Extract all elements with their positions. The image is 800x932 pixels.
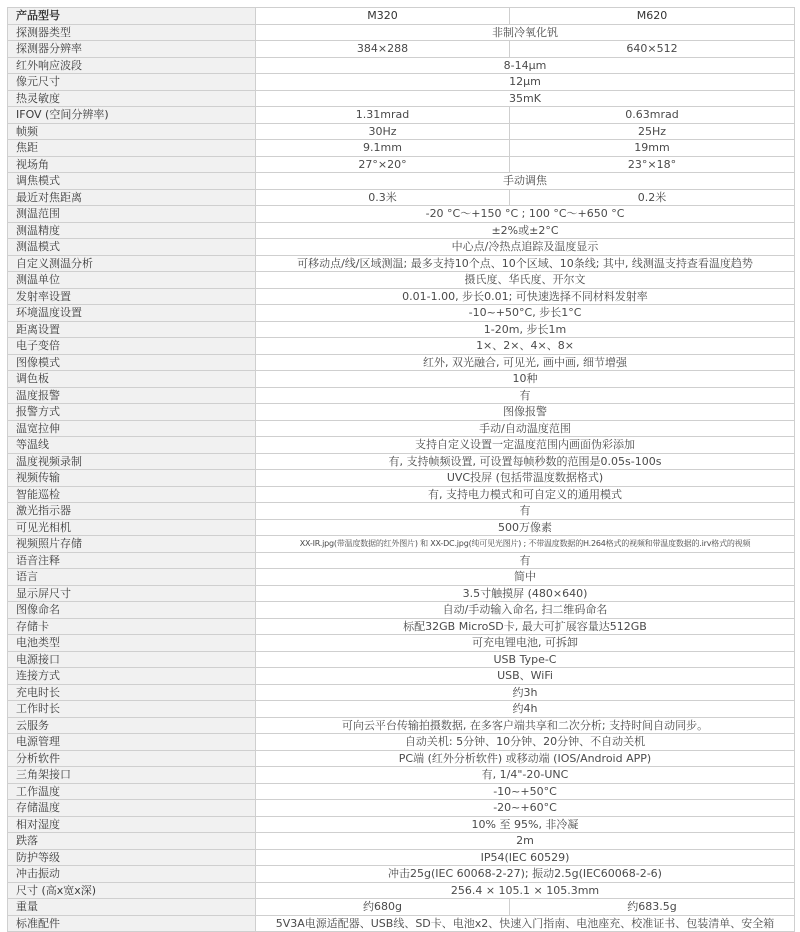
spec-value-m620: 640×512	[510, 41, 795, 58]
spec-value: 可充电锂电池, 可拆卸	[256, 635, 795, 652]
spec-value: 摄氏度、华氏度、开尔文	[256, 272, 795, 289]
spec-value: 支持自定义设置一定温度范围内画面伪彩添加	[256, 437, 795, 454]
spec-row	[8, 404, 795, 421]
spec-value: 有	[256, 552, 795, 569]
spec-label: 探测器类型	[8, 24, 256, 41]
spec-label: 尺寸 (高x宽x深)	[8, 882, 256, 899]
spec-row	[8, 849, 795, 866]
spec-value-m620: 0.2米	[510, 189, 795, 206]
spec-label: 分析软件	[8, 750, 256, 767]
spec-value-m620: 23°×18°	[510, 156, 795, 173]
spec-row	[8, 783, 795, 800]
spec-label: 相对湿度	[8, 816, 256, 833]
spec-value: -20~+60°C	[256, 800, 795, 817]
spec-value-m320: 30Hz	[256, 123, 510, 140]
spec-label: 标准配件	[8, 915, 256, 932]
spec-value: 约4h	[256, 701, 795, 718]
spec-row	[8, 470, 795, 487]
spec-value: 图像报警	[256, 404, 795, 421]
spec-row	[8, 668, 795, 685]
spec-table-body	[8, 8, 795, 932]
spec-row	[8, 206, 795, 223]
spec-value: 标配32GB MicroSD卡, 最大可扩展容量达512GB	[256, 618, 795, 635]
spec-row	[8, 123, 795, 140]
spec-row	[8, 420, 795, 437]
spec-value: XX-IR.jpg(带温度数据的红外图片) 和 XX-DC.jpg(纯可见光图片) ; 不带温度数据的H.264格式的视频和带温度数据的.irv格式的视频	[256, 536, 795, 553]
header-label: 产品型号	[8, 8, 256, 25]
spec-row	[8, 569, 795, 586]
spec-value: 有	[256, 387, 795, 404]
spec-label: 最近对焦距离	[8, 189, 256, 206]
spec-label: 测温范围	[8, 206, 256, 223]
spec-label: 电源接口	[8, 651, 256, 668]
spec-label: 测温精度	[8, 222, 256, 239]
spec-value: 12μm	[256, 74, 795, 91]
spec-label: 调色板	[8, 371, 256, 388]
spec-row	[8, 74, 795, 91]
spec-value: 中心点/冷热点追踪及温度显示	[256, 239, 795, 256]
spec-label: 电子变倍	[8, 338, 256, 355]
spec-value-m320: 27°×20°	[256, 156, 510, 173]
spec-row	[8, 239, 795, 256]
header-model-m320: M320	[256, 8, 510, 25]
spec-row	[8, 371, 795, 388]
spec-label: 探测器分辨率	[8, 41, 256, 58]
spec-row	[8, 41, 795, 58]
spec-row	[8, 519, 795, 536]
spec-label: 发射率设置	[8, 288, 256, 305]
spec-row	[8, 800, 795, 817]
spec-value: 2m	[256, 833, 795, 850]
spec-value: 有, 1/4"-20-UNC	[256, 767, 795, 784]
spec-label: 测温模式	[8, 239, 256, 256]
spec-label: 存储卡	[8, 618, 256, 635]
spec-row	[8, 750, 795, 767]
spec-label: 自定义测温分析	[8, 255, 256, 272]
spec-label: 温度视频录制	[8, 453, 256, 470]
spec-value: 有	[256, 503, 795, 520]
spec-value-m320: 1.31mrad	[256, 107, 510, 124]
spec-table	[7, 7, 795, 932]
spec-value: 10% 至 95%, 非冷凝	[256, 816, 795, 833]
spec-value: 冲击25g(IEC 60068-2-27); 振动2.5g(IEC60068-2-6)	[256, 866, 795, 883]
spec-row	[8, 107, 795, 124]
spec-value-m620: 0.63mrad	[510, 107, 795, 124]
spec-value: 256.4 × 105.1 × 105.3mm	[256, 882, 795, 899]
spec-label: 智能巡检	[8, 486, 256, 503]
spec-row	[8, 156, 795, 173]
spec-label: 存储温度	[8, 800, 256, 817]
spec-value-m620: 约683.5g	[510, 899, 795, 916]
spec-value: 可移动点/线/区域测温; 最多支持10个点、10个区域、10条线; 其中, 线测温支持查看温度趋势	[256, 255, 795, 272]
spec-label: 温度报警	[8, 387, 256, 404]
spec-label: 显示屏尺寸	[8, 585, 256, 602]
spec-value: 红外, 双光融合, 可见光, 画中画, 细节增强	[256, 354, 795, 371]
spec-row	[8, 503, 795, 520]
spec-row	[8, 899, 795, 916]
spec-label: 环境温度设置	[8, 305, 256, 322]
spec-label: 电池类型	[8, 635, 256, 652]
spec-value: 3.5寸触摸屏 (480×640)	[256, 585, 795, 602]
spec-value: 8-14μm	[256, 57, 795, 74]
spec-label: 可见光相机	[8, 519, 256, 536]
spec-label: 激光指示器	[8, 503, 256, 520]
spec-row	[8, 585, 795, 602]
spec-label: 图像命名	[8, 602, 256, 619]
spec-value: UVC投屏 (包括带温度数据格式)	[256, 470, 795, 487]
spec-row	[8, 57, 795, 74]
spec-label: 红外响应波段	[8, 57, 256, 74]
spec-row	[8, 866, 795, 883]
spec-label: 帧频	[8, 123, 256, 140]
spec-label: 语音注释	[8, 552, 256, 569]
spec-value: 约3h	[256, 684, 795, 701]
spec-row	[8, 717, 795, 734]
spec-value: -10~+50°C	[256, 783, 795, 800]
spec-label: 视频照片存储	[8, 536, 256, 553]
spec-row	[8, 552, 795, 569]
spec-value-m620: 19mm	[510, 140, 795, 157]
spec-label: 工作时长	[8, 701, 256, 718]
spec-label: 报警方式	[8, 404, 256, 421]
spec-value-m320: 0.3米	[256, 189, 510, 206]
spec-row	[8, 140, 795, 157]
spec-label: 温宽拉伸	[8, 420, 256, 437]
spec-row	[8, 915, 795, 932]
spec-label: 云服务	[8, 717, 256, 734]
spec-row	[8, 453, 795, 470]
spec-value: 1×、2×、4×、8×	[256, 338, 795, 355]
spec-label: 电源管理	[8, 734, 256, 751]
spec-value: 0.01-1.00, 步长0.01; 可快速选择不同材料发射率	[256, 288, 795, 305]
spec-label: 冲击振动	[8, 866, 256, 883]
spec-label: 三角架接口	[8, 767, 256, 784]
spec-row	[8, 338, 795, 355]
spec-value: 1-20m, 步长1m	[256, 321, 795, 338]
spec-label: 充电时长	[8, 684, 256, 701]
spec-value: 35mK	[256, 90, 795, 107]
spec-row	[8, 173, 795, 190]
spec-value: IP54(IEC 60529)	[256, 849, 795, 866]
spec-label: 像元尺寸	[8, 74, 256, 91]
spec-label: 语言	[8, 569, 256, 586]
spec-value: 有, 支持帧频设置, 可设置每帧秒数的范围是0.05s-100s	[256, 453, 795, 470]
spec-label: 距离设置	[8, 321, 256, 338]
spec-row	[8, 387, 795, 404]
spec-row	[8, 816, 795, 833]
spec-row	[8, 602, 795, 619]
spec-value: PC端 (红外分析软件) 或移动端 (IOS/Android APP)	[256, 750, 795, 767]
spec-row	[8, 305, 795, 322]
table-header-row	[8, 8, 795, 25]
spec-row	[8, 486, 795, 503]
spec-value: 5V3A电源适配器、USB线、SD卡、电池x2、快速入门指南、电池座充、校准证书、包装清单、安全箱	[256, 915, 795, 932]
spec-label: IFOV (空间分辨率)	[8, 107, 256, 124]
spec-row	[8, 767, 795, 784]
spec-row	[8, 354, 795, 371]
spec-label: 工作温度	[8, 783, 256, 800]
spec-row	[8, 90, 795, 107]
spec-row	[8, 24, 795, 41]
spec-row	[8, 321, 795, 338]
spec-label: 重量	[8, 899, 256, 916]
spec-value: 自动/手动输入命名, 扫二维码命名	[256, 602, 795, 619]
spec-row	[8, 618, 795, 635]
spec-value: USB Type-C	[256, 651, 795, 668]
spec-row	[8, 635, 795, 652]
spec-row	[8, 272, 795, 289]
spec-value: 非制冷氧化钒	[256, 24, 795, 41]
spec-label: 跌落	[8, 833, 256, 850]
spec-label: 连接方式	[8, 668, 256, 685]
spec-value: 可向云平台传输拍摄数据, 在多客户端共享和二次分析; 支持时间自动同步。	[256, 717, 795, 734]
spec-value: 手动/自动温度范围	[256, 420, 795, 437]
spec-row	[8, 189, 795, 206]
spec-label: 调焦模式	[8, 173, 256, 190]
spec-row	[8, 288, 795, 305]
spec-value-m320: 9.1mm	[256, 140, 510, 157]
spec-value: 有, 支持电力模式和可自定义的通用模式	[256, 486, 795, 503]
spec-row	[8, 437, 795, 454]
spec-row	[8, 684, 795, 701]
spec-value: -10~+50°C, 步长1°C	[256, 305, 795, 322]
spec-value: 10种	[256, 371, 795, 388]
spec-label: 热灵敏度	[8, 90, 256, 107]
spec-value-m320: 384×288	[256, 41, 510, 58]
spec-value: 500万像素	[256, 519, 795, 536]
spec-label: 防护等级	[8, 849, 256, 866]
spec-row	[8, 734, 795, 751]
spec-label: 等温线	[8, 437, 256, 454]
spec-row	[8, 651, 795, 668]
spec-value: USB、WiFi	[256, 668, 795, 685]
spec-row	[8, 222, 795, 239]
spec-row	[8, 701, 795, 718]
spec-value: 简中	[256, 569, 795, 586]
spec-value: ±2%或±2°C	[256, 222, 795, 239]
spec-label: 图像模式	[8, 354, 256, 371]
spec-row	[8, 882, 795, 899]
spec-row	[8, 833, 795, 850]
spec-value-m620: 25Hz	[510, 123, 795, 140]
spec-value: 手动调焦	[256, 173, 795, 190]
spec-label: 焦距	[8, 140, 256, 157]
spec-value-m320: 约680g	[256, 899, 510, 916]
spec-label: 测温单位	[8, 272, 256, 289]
spec-row	[8, 536, 795, 553]
header-model-m620: M620	[510, 8, 795, 25]
spec-value: 自动关机: 5分钟、10分钟、20分钟、不自动关机	[256, 734, 795, 751]
spec-label: 视频传输	[8, 470, 256, 487]
spec-label: 视场角	[8, 156, 256, 173]
spec-row	[8, 255, 795, 272]
spec-value: -20 °C～+150 °C ; 100 °C～+650 °C	[256, 206, 795, 223]
